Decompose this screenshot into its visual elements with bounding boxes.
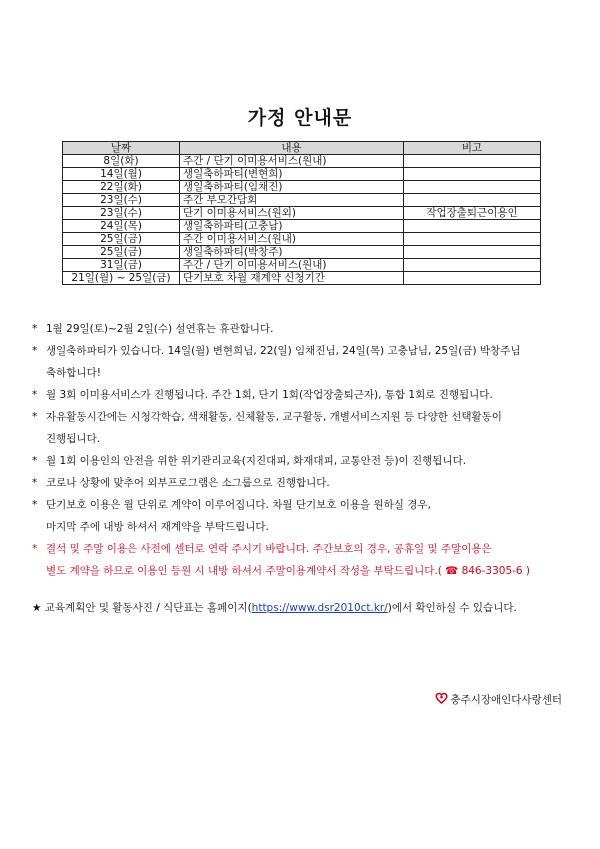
center-logo-icon [435,692,448,707]
homepage-text-prefix: 교육계획안 및 활동사진 / 식단표는 홈페이지( [44,602,252,614]
cell-content: 주간 이미용서비스(원내) [180,233,404,246]
cell-date: 8일(화) [63,155,180,168]
column-header-note: 비고 [404,142,541,155]
schedule-table [62,141,541,285]
bullet-asterisk: * [32,389,38,401]
cell-note [404,246,541,259]
cell-date: 25일(금) [63,233,180,246]
table-row [63,233,541,246]
notice-item [32,472,572,494]
bullet-asterisk: * [32,345,38,357]
document-title: 가정 안내문 [247,107,353,129]
table-row [63,220,541,233]
cell-content: 생일축하파티(임채진) [180,181,404,194]
cell-content: 주간 부모간담회 [180,194,404,207]
column-header-content: 내용 [180,142,404,155]
bullet-asterisk: * [32,543,38,555]
notice-item [32,494,572,538]
cell-note [404,220,541,233]
table-row [63,272,541,285]
notice-text: 단기보호 이용은 월 단위로 계약이 이루어집니다. 차월 단기보호 이용을 원하실 경우, [46,499,431,511]
notice-item-important [32,538,572,582]
notice-text-continued: 별도 계약을 하므로 이용인 등원 시 내방 하셔서 주말이용계약서 작성을 부탁드립니다.( ☎ 846-3305-6 ) [46,565,531,577]
notice-item [32,318,572,340]
notice-item [32,406,572,450]
cell-date: 22일(화) [63,181,180,194]
table-row [63,207,541,220]
star-icon: ★ [32,602,42,614]
cell-note [404,259,541,272]
cell-content: 단기보호 차월 재계약 신청기간 [180,272,404,285]
bullet-asterisk: * [32,499,38,511]
table-row [63,194,541,207]
cell-note [404,155,541,168]
bullet-asterisk: * [32,477,38,489]
table-row [63,259,541,272]
cell-note [404,272,541,285]
notice-text: 코로나 상황에 맞추어 외부프로그램은 소그룹으로 진행합니다. [46,477,330,489]
homepage-notice [32,600,582,615]
cell-content: 생일축하파티(박창주) [180,246,404,259]
footer-organization [435,692,562,707]
cell-date: 23일(수) [63,207,180,220]
notice-text: 자유활동시간에는 시청각학습, 색채활동, 신체활동, 교구활동, 개별서비스지원 등 다양한 선택활동이 [46,411,502,423]
cell-date: 14일(월) [63,168,180,181]
cell-content: 주간 / 단기 이미용서비스(원내) [180,259,404,272]
cell-note [404,168,541,181]
cell-content: 생일축하파티(변현희) [180,168,404,181]
cell-note [404,194,541,207]
notice-text-continued: 진행됩니다. [46,433,101,445]
cell-date: 25일(금) [63,246,180,259]
cell-date: 24일(목) [63,220,180,233]
table-row [63,155,541,168]
table-header-row [63,142,541,155]
table-row [63,168,541,181]
notice-text-continued: 마지막 주에 내방 하셔서 재계약을 부탁드립니다. [46,521,269,533]
notice-list [32,318,572,582]
cell-date: 31일(금) [63,259,180,272]
table-row [63,181,541,194]
bullet-asterisk: * [32,455,38,467]
cell-content: 주간 / 단기 이미용서비스(원내) [180,155,404,168]
cell-note [404,181,541,194]
notice-text: 1월 29일(토)~2월 2일(수) 설연휴는 휴관합니다. [46,323,274,335]
cell-note: 작업장출퇴근이용인 [404,207,541,220]
organization-name: 충주시장애인다사랑센터 [450,694,562,706]
notice-text-continued: 축하합니다! [46,367,101,379]
notice-text: 생일축하파티가 있습니다. 14일(월) 변현희님, 22(일) 임채진님, 24일(목) 고충남님, 25일(금) 박창주님 [46,345,521,357]
notice-text: 월 1회 이용인의 안전을 위한 위기관리교육(지진대피, 화재대피, 교통안전 등)이 진행됩니다. [46,455,467,467]
cell-content: 생일축하파티(고충남) [180,220,404,233]
homepage-link[interactable]: https://www.dsr2010ct.kr/ [251,602,388,614]
notice-text: 결석 및 주말 이용은 사전에 센터로 연락 주시기 바랍니다. 주간보호의 경우, 공휴일 및 주말이용은 [46,543,492,555]
notice-item [32,450,572,472]
cell-content: 단기 이미용서비스(원외) [180,207,404,220]
table-row [63,246,541,259]
notice-text: 월 3회 이미용서비스가 진행됩니다. 주간 1회, 단기 1회(작업장출퇴근자), 통합 1회로 진행됩니다. [46,389,493,401]
notice-item [32,384,572,406]
notice-item [32,340,572,384]
bullet-asterisk: * [32,411,38,423]
bullet-asterisk: * [32,323,38,335]
cell-note [404,233,541,246]
cell-date: 21일(월) ~ 25일(금) [63,272,180,285]
homepage-text-suffix: )에서 확인하실 수 있습니다. [387,602,517,614]
cell-date: 23일(수) [63,194,180,207]
column-header-date: 날짜 [63,142,180,155]
